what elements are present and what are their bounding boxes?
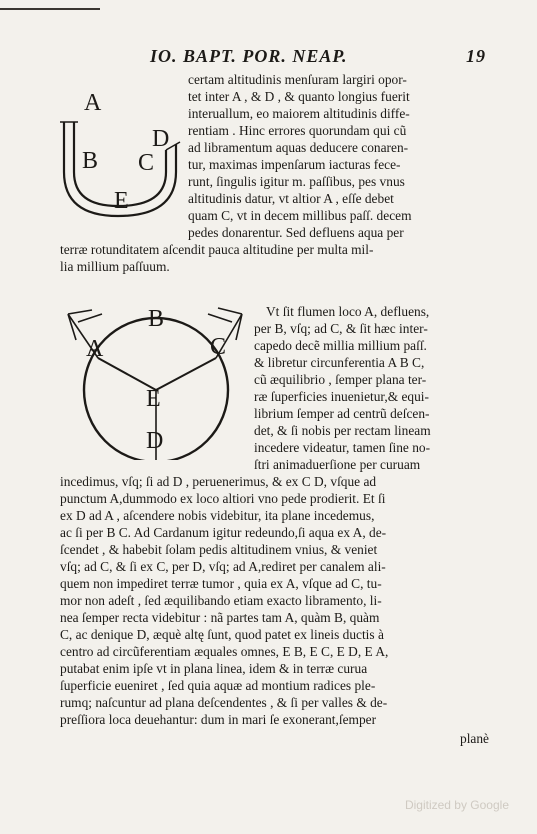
text-line: rentiam . Hinc errores quorundam qui cũ (188, 123, 407, 138)
page-number: 19 (466, 46, 486, 66)
text-line: mor non adeſt , ſed æquilibando etiam exacto libramento, li- (60, 593, 382, 608)
text-line: lia millium paſſuum. (60, 259, 170, 274)
digitization-watermark: Digitized by Google (404, 798, 509, 812)
text-line: preſſiora loca deuehantur: dum in mari ſe exonerant,ſemper (60, 712, 377, 727)
top-rule (0, 8, 100, 10)
text-line: certam altitudinis menſuram largiri opor- (188, 72, 407, 87)
catchword: planè (460, 731, 489, 746)
fig1-label-c: C (138, 150, 155, 176)
text-line: pedes donarentur. Sed defluens aqua per (188, 225, 404, 240)
text-line: ſtri animaduerſione per curuam (254, 457, 421, 472)
text-line: ex D ad A , aſcendere nobis videbitur, ita plane incedemus, (60, 508, 375, 523)
text-line: terræ rotunditatem aſcendit pauca altitudine per multa mil- (60, 242, 374, 257)
text-line: ad libramentum aquas deducere conaren- (188, 140, 409, 155)
text-line: centro ad circũferentiam æquales omnes, E B, E C, E D, E A, (60, 644, 389, 659)
u-channel-figure (48, 90, 188, 225)
text-line: runt, ſingulis igitur m. paſſibus, pes vnus (188, 174, 405, 189)
text-line: punctum A,dummodo ex loco altiori vno pede prodierit. Et ſi (60, 491, 386, 506)
fig1-label-a: A (84, 90, 102, 116)
text-line: tur, maximas impenſarum iacturas fece- (188, 157, 401, 172)
fig1-label-e: E (114, 188, 129, 214)
text-line: ſuperficie eueniret , ſed quia aquæ ad montium radices ple- (60, 678, 376, 693)
text-line: vſq; ad C, & ſi ex C, per D, vſq; ad A,rediret per canalem ali- (60, 559, 386, 574)
text-line: putabat enim ipſe vt in plana linea, idem & in terræ curua (60, 661, 368, 676)
text-line: ac ſi per B C. Ad Cardanum igitur redeundo,ſi aqua ex A, de- (60, 525, 387, 540)
text-line: nea ſemper recta videbitur : nã partes tam A, quàm B, quàm (60, 610, 380, 625)
fig2-label-c: C (210, 334, 227, 360)
text-line: rumq; naſcuntur ad plana deſcendentes , & ſi per valles & de- (60, 695, 388, 710)
text-line: tet inter A , & D , & quanto longius fuerit (188, 89, 410, 104)
text-line: capedo decẽ millia millium paſſ. (254, 338, 427, 353)
text-line: per B, vſq; ad C, & ſit hæc inter- (254, 321, 428, 336)
text-line: librium ſemper ad centrũ deſcen- (254, 406, 430, 421)
text-line: det, & ſi nobis per rectam lineam (254, 423, 431, 438)
fig1-label-b: B (82, 148, 99, 174)
fig2-label-e: E (146, 386, 161, 412)
fig2-label-b: B (148, 306, 165, 332)
text-line: altitudinis datur, vt altior A , eſſe debet (188, 191, 394, 206)
running-title: IO. BAPT. POR. NEAP. (150, 46, 348, 66)
text-line: quem non impediret terræ tumor , quia ex A, vſque ad C, tu- (60, 576, 382, 591)
fig1-label-d: D (152, 126, 170, 152)
text-line: cũ æquilibrio , ſemper plana ter- (254, 372, 427, 387)
earth-circle-figure (58, 300, 258, 460)
fig2-label-d: D (146, 428, 164, 454)
text-line: C, ac denique D, æquè altę ſunt, quod patet ex lineis ductis à (60, 627, 384, 642)
text-line: quam C, vt in decem millibus paſſ. decem (188, 208, 412, 223)
text-line: ſcendet , & habebit ſolam pedis altitudinem vnius, & veniet (60, 542, 378, 557)
text-line: interuallum, eo maiorem altitudinis diffe- (188, 106, 410, 121)
text-line: & libretur circunferentia A B C, (254, 355, 425, 370)
text-line: Vt ſit flumen loco A, defluens, (266, 304, 430, 319)
text-line: ræ ſuperficies inuenietur,& equi- (254, 389, 429, 404)
text-line: incedimus, vſq; ſi ad D , peruenerimus, & ex C D, vſque ad (60, 474, 377, 489)
text-line: incedere videatur, tamen ſine no- (254, 440, 431, 455)
running-header (150, 46, 490, 67)
fig2-label-a: A (86, 336, 104, 362)
